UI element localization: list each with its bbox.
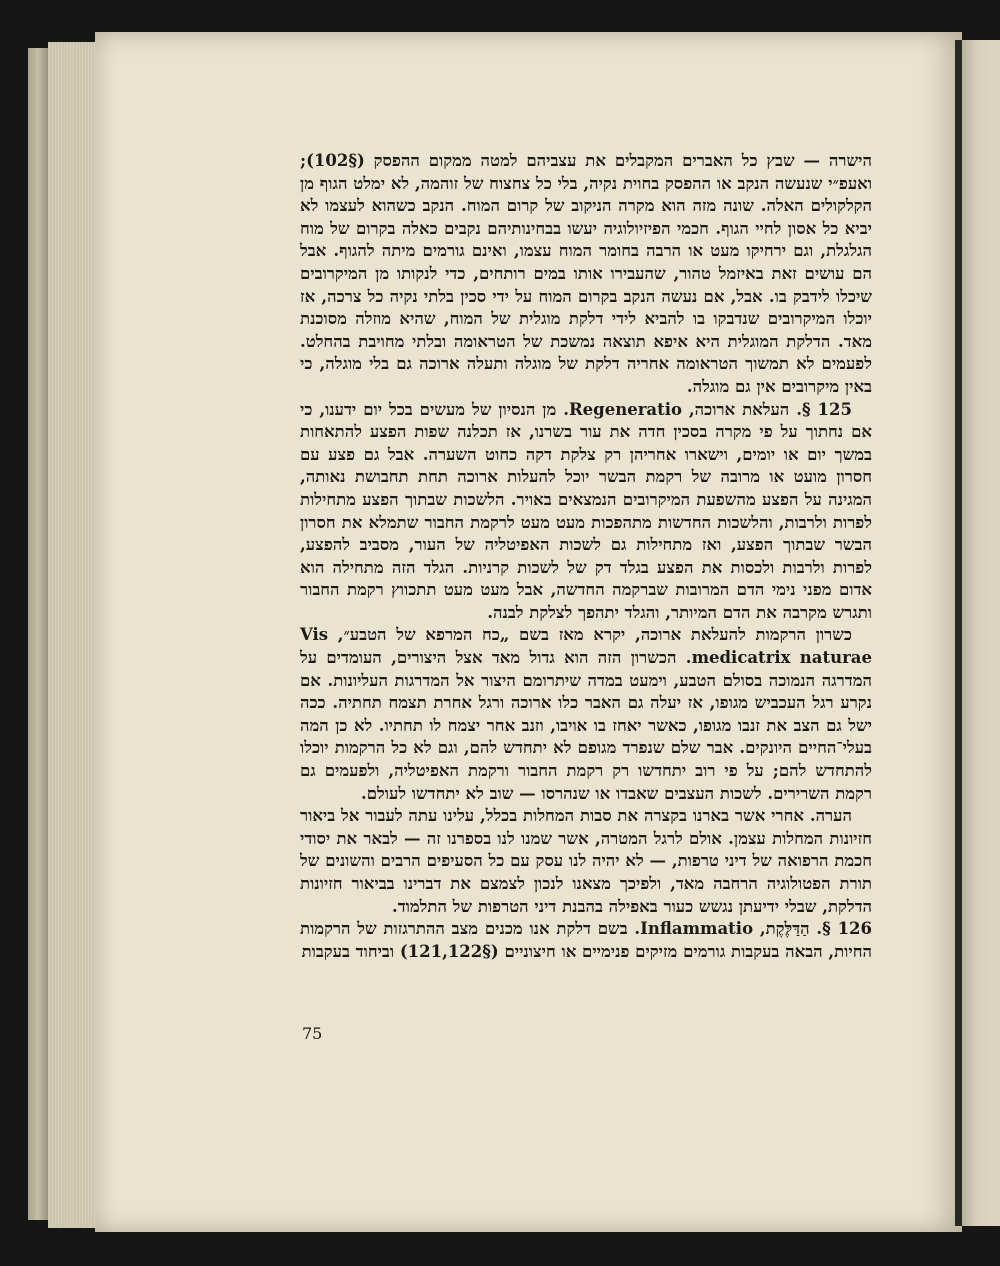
paragraph-1: הישרה — שבץ כל האברים המקבלים את עצביהם למטה ממקום ההפסק (§102); ואעפ״י שנעשה הנקב או ההפסק בחוית נקיה, בלי כל צחצוח של זוהמה, לא ימלט הגוף מן הקלקולים האלה. שונה מזה הוא מקרה הניקוב של קרום המוח. הנקב כשהוא לעצמו לא יביא כל אסון לחיי הגוף. חכמי הפיזיולוגיה יעשו בבחינותיהם נקבים כאלה בקרום של מוח הגלגלת, וגם ירחיקו מעט או הרבה בחומר המוח עצמו, ואינם גורמים מיתה להגוף. אבל הם עושים זאת באיזמל טהור, שהעבירו אותו במים רותחים, כדי לנקותו מן המיקרובים שיכלו לידבק בו. אבל, אם נעשה הנקב בקרום המוח על ידי סכין בלתי נקיה כל צרכה, אז יוכלו המיקרובים שנדבקו בו להביא לידי דלקת מוגלית של המוח, שהיא מוזלה מסוכנת מאד. הדלקת המוגלית היא איפא תוצאה נמשכת של הטראומה ובלתי מחויבת בהחלט. לפעמים לא תמשוך הטראומה אחריה דלקת של מוגלה ותעלה ארוכה גם בלי מוגלה, כי באין מיקרובים אין גם מוגלה. bbox=[300, 151, 872, 396]
page-text bbox=[300, 150, 872, 963]
book-spine bbox=[28, 48, 50, 1220]
paragraph-note: הערה. אחרי אשר בארנו בקצרה את סבות המחלות בכלל, עלינו עתה לעבור אל ביאור חזיונות המחלות עצמן. אולם לרגל המטרה, אשר שמנו לנו בספרנו זה — לבאר את יסודי חכמת הרפואה של דיני טרפות, — לא יהיה לנו עסק עם כל הסעיפים הרבים והשונים של תורת הפטולוגיה הרחבה מאד, ולפיכך מצאנו לנכון לצמצם את דברינו בביאור חזיונות הדלקת, שבלי ידיעתן נגשש כעור באפילה בהבנת דיני הטרפות של התלמוד. bbox=[300, 806, 872, 916]
paragraph-5: 126 §. הַדַּלֶּקֶת, Inflammatio. בשם דלקת אנו מכנים מצב ההתרגזות של הרקמות החיות, הבאה בעקבות גורמים מזיקים פנימיים או חיצוניים (§121,122) וביחוד בעקבות bbox=[300, 919, 873, 961]
facing-page-edge bbox=[962, 40, 1000, 1226]
paragraph-2: 125 §. העלאת ארוכה, Regeneratio. מן הנסיון של מעשים בכל יום ידענו, כי אם נחתוך על פי מקרה בסכין חדה את עור בשרנו, אז תכלנה שפות הפצע להתאחות במשך יום או יומים, וישארו אחריהן רק צלקת דקה כחוט השערה. אבל גם פצע עם חסרון מועט או מרובה של רקמת הבשר יוכל להעלות ארוכה תחת תחבושת נאותה, המגינה על הפצע מהשפעת המיקרובים הנמצאים באויר. הלשכות שבתוך הפצע מתחילות לפרות ולרבות, והלשכות החדשות מתהפכות מעט מעט לרקמת החבור שתמלא את חסרון הבשר שבתוך הפצע, ואז מתחילות גם לשכות האפיטליה של העור, מסביב להפצע, לפרות ולרבות ולכסות את הפצע בגלד דק של לשכות קרניות. הגלד הזה מתחילה הוא אדום מפני נימי הדם המרובות שברקמה החדשה, אבל מעט מעט תתכווץ רקמת החבור ותגרש מקרבה את הדם המיותר, והגלד יתהפך לצלקת לבנה. bbox=[300, 399, 872, 622]
paragraph-3: כשרון הרקמות להעלאת ארוכה, יקרא מאז בשם „כח המרפא של הטבע״, Vis medicatrix naturae. הכשרון הזה הוא גדול מאד אצל היצורים, העומדים על המדרגה הנמוכה בסולם הטבע, וימעט במדה שיתרומם היצור אל המדרגות העליונות. אם נקרע רגל העכביש מגופו, אז יעלה גם האבר כלו ארוכה ורגל אחרת תצמח תחתיה. ככה ישל גם הצב את זנבו מגופו, כאשר יאחז בו אויבו, וזנב אחר יצמח לו תחתיו. לא כן המה בעלי־החיים היונקים. אבר שלם שנפרד מגופם לא יתחדש להם, וגם לא כל הרקמות יוכלו להתחדש להם; על פי רוב יתחדשו רק רקמת החבור ורקמת האפיטליה, ולפעמים גם רקמת השרירים. לשכות העצבים שאבדו או שנהרסו — שוב לא יתחדשו לעולם. bbox=[300, 625, 872, 803]
page-number: 75 bbox=[302, 1024, 323, 1043]
